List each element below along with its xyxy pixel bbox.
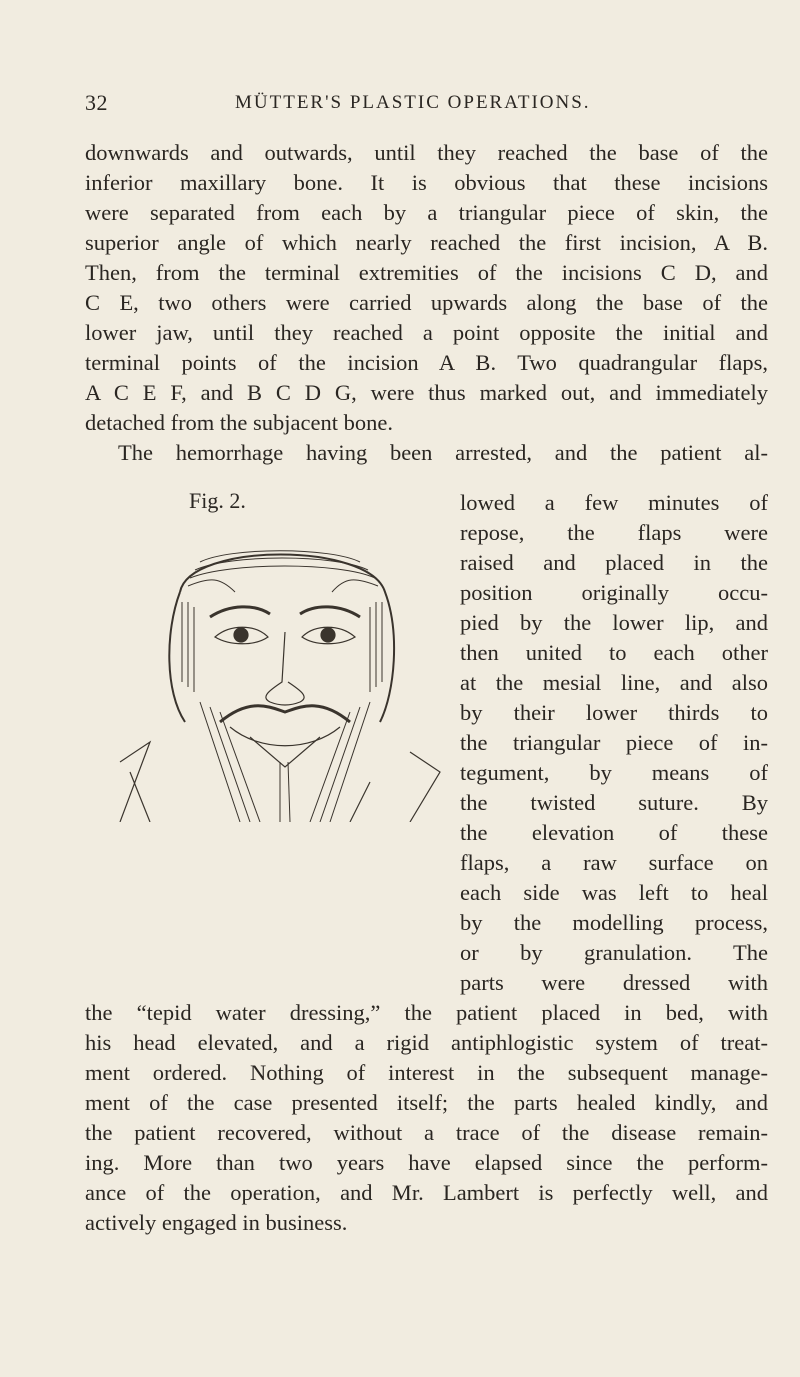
text-line: detached from the subjacent bone. (85, 410, 394, 435)
text-line: Then, from the terminal extremities of the incisions C D, and (85, 260, 768, 285)
figure-caption: Fig. 2. (189, 488, 246, 513)
text-line: at the mesial line, and also (460, 670, 768, 695)
text-line: inferior maxillary bone. It is obvious that these incisions (85, 170, 768, 195)
text-line: by their lower thirds to (460, 700, 768, 725)
text-line: by the modelling process, (460, 910, 768, 935)
text-line: his head elevated, and a rigid antiphlogistic system of treat- (85, 1030, 768, 1055)
text-line: downwards and outwards, until they reached the base of the (85, 140, 768, 165)
text-line: or by granulation. The (460, 940, 768, 965)
text-line: ing. More than two years have elapsed since the perform- (85, 1150, 768, 1175)
text-line: the elevation of these (460, 820, 768, 845)
text-line: superior angle of which nearly reached the first incision, A B. (85, 230, 768, 255)
text-line: the twisted suture. By (460, 790, 768, 815)
text-line: each side was left to heal (460, 880, 768, 905)
text-line: The hemorrhage having been arrested, and the patient al- (118, 440, 768, 465)
text-line: ment of the case presented itself; the parts healed kindly, and (85, 1090, 768, 1115)
text-line: raised and placed in the (460, 550, 768, 575)
text-line: A C E F, and B C D G, were thus marked out, and immediately (85, 380, 768, 405)
face-illustration (110, 522, 450, 822)
text-line: tegument, by means of (460, 760, 768, 785)
text-line: the “tepid water dressing,” the patient placed in bed, with (85, 1000, 768, 1025)
text-line: lowed a few minutes of (460, 490, 768, 515)
text-line: the patient recovered, without a trace of the disease remain- (85, 1120, 768, 1145)
text-line: the triangular piece of in- (460, 730, 768, 755)
text-line: ance of the operation, and Mr. Lambert is perfectly well, and (85, 1180, 768, 1205)
moustache (220, 706, 350, 722)
text-line: terminal points of the incision A B. Two quadrangular flaps, (85, 350, 768, 375)
left-eyebrow (210, 607, 270, 617)
page-number: 32 (85, 90, 108, 115)
text-line: flaps, a raw surface on (460, 850, 768, 875)
running-head: MÜTTER'S PLASTIC OPERATIONS. (235, 92, 591, 113)
text-line: lower jaw, until they reached a point opposite the initial and (85, 320, 768, 345)
text-line: actively engaged in business. (85, 1210, 348, 1235)
text-line: were separated from each by a triangular piece of skin, the (85, 200, 768, 225)
text-line: position originally occu- (460, 580, 768, 605)
text-line: pied by the lower lip, and (460, 610, 768, 635)
text-line: then united to each other (460, 640, 768, 665)
text-line: ment ordered. Nothing of interest in the subsequent manage- (85, 1060, 768, 1085)
text-line: parts were dressed with (460, 970, 768, 995)
text-line: C E, two others were carried upwards along the base of the (85, 290, 768, 315)
nose (266, 632, 304, 705)
text-line: repose, the flaps were (460, 520, 768, 545)
right-eyebrow (300, 607, 360, 617)
